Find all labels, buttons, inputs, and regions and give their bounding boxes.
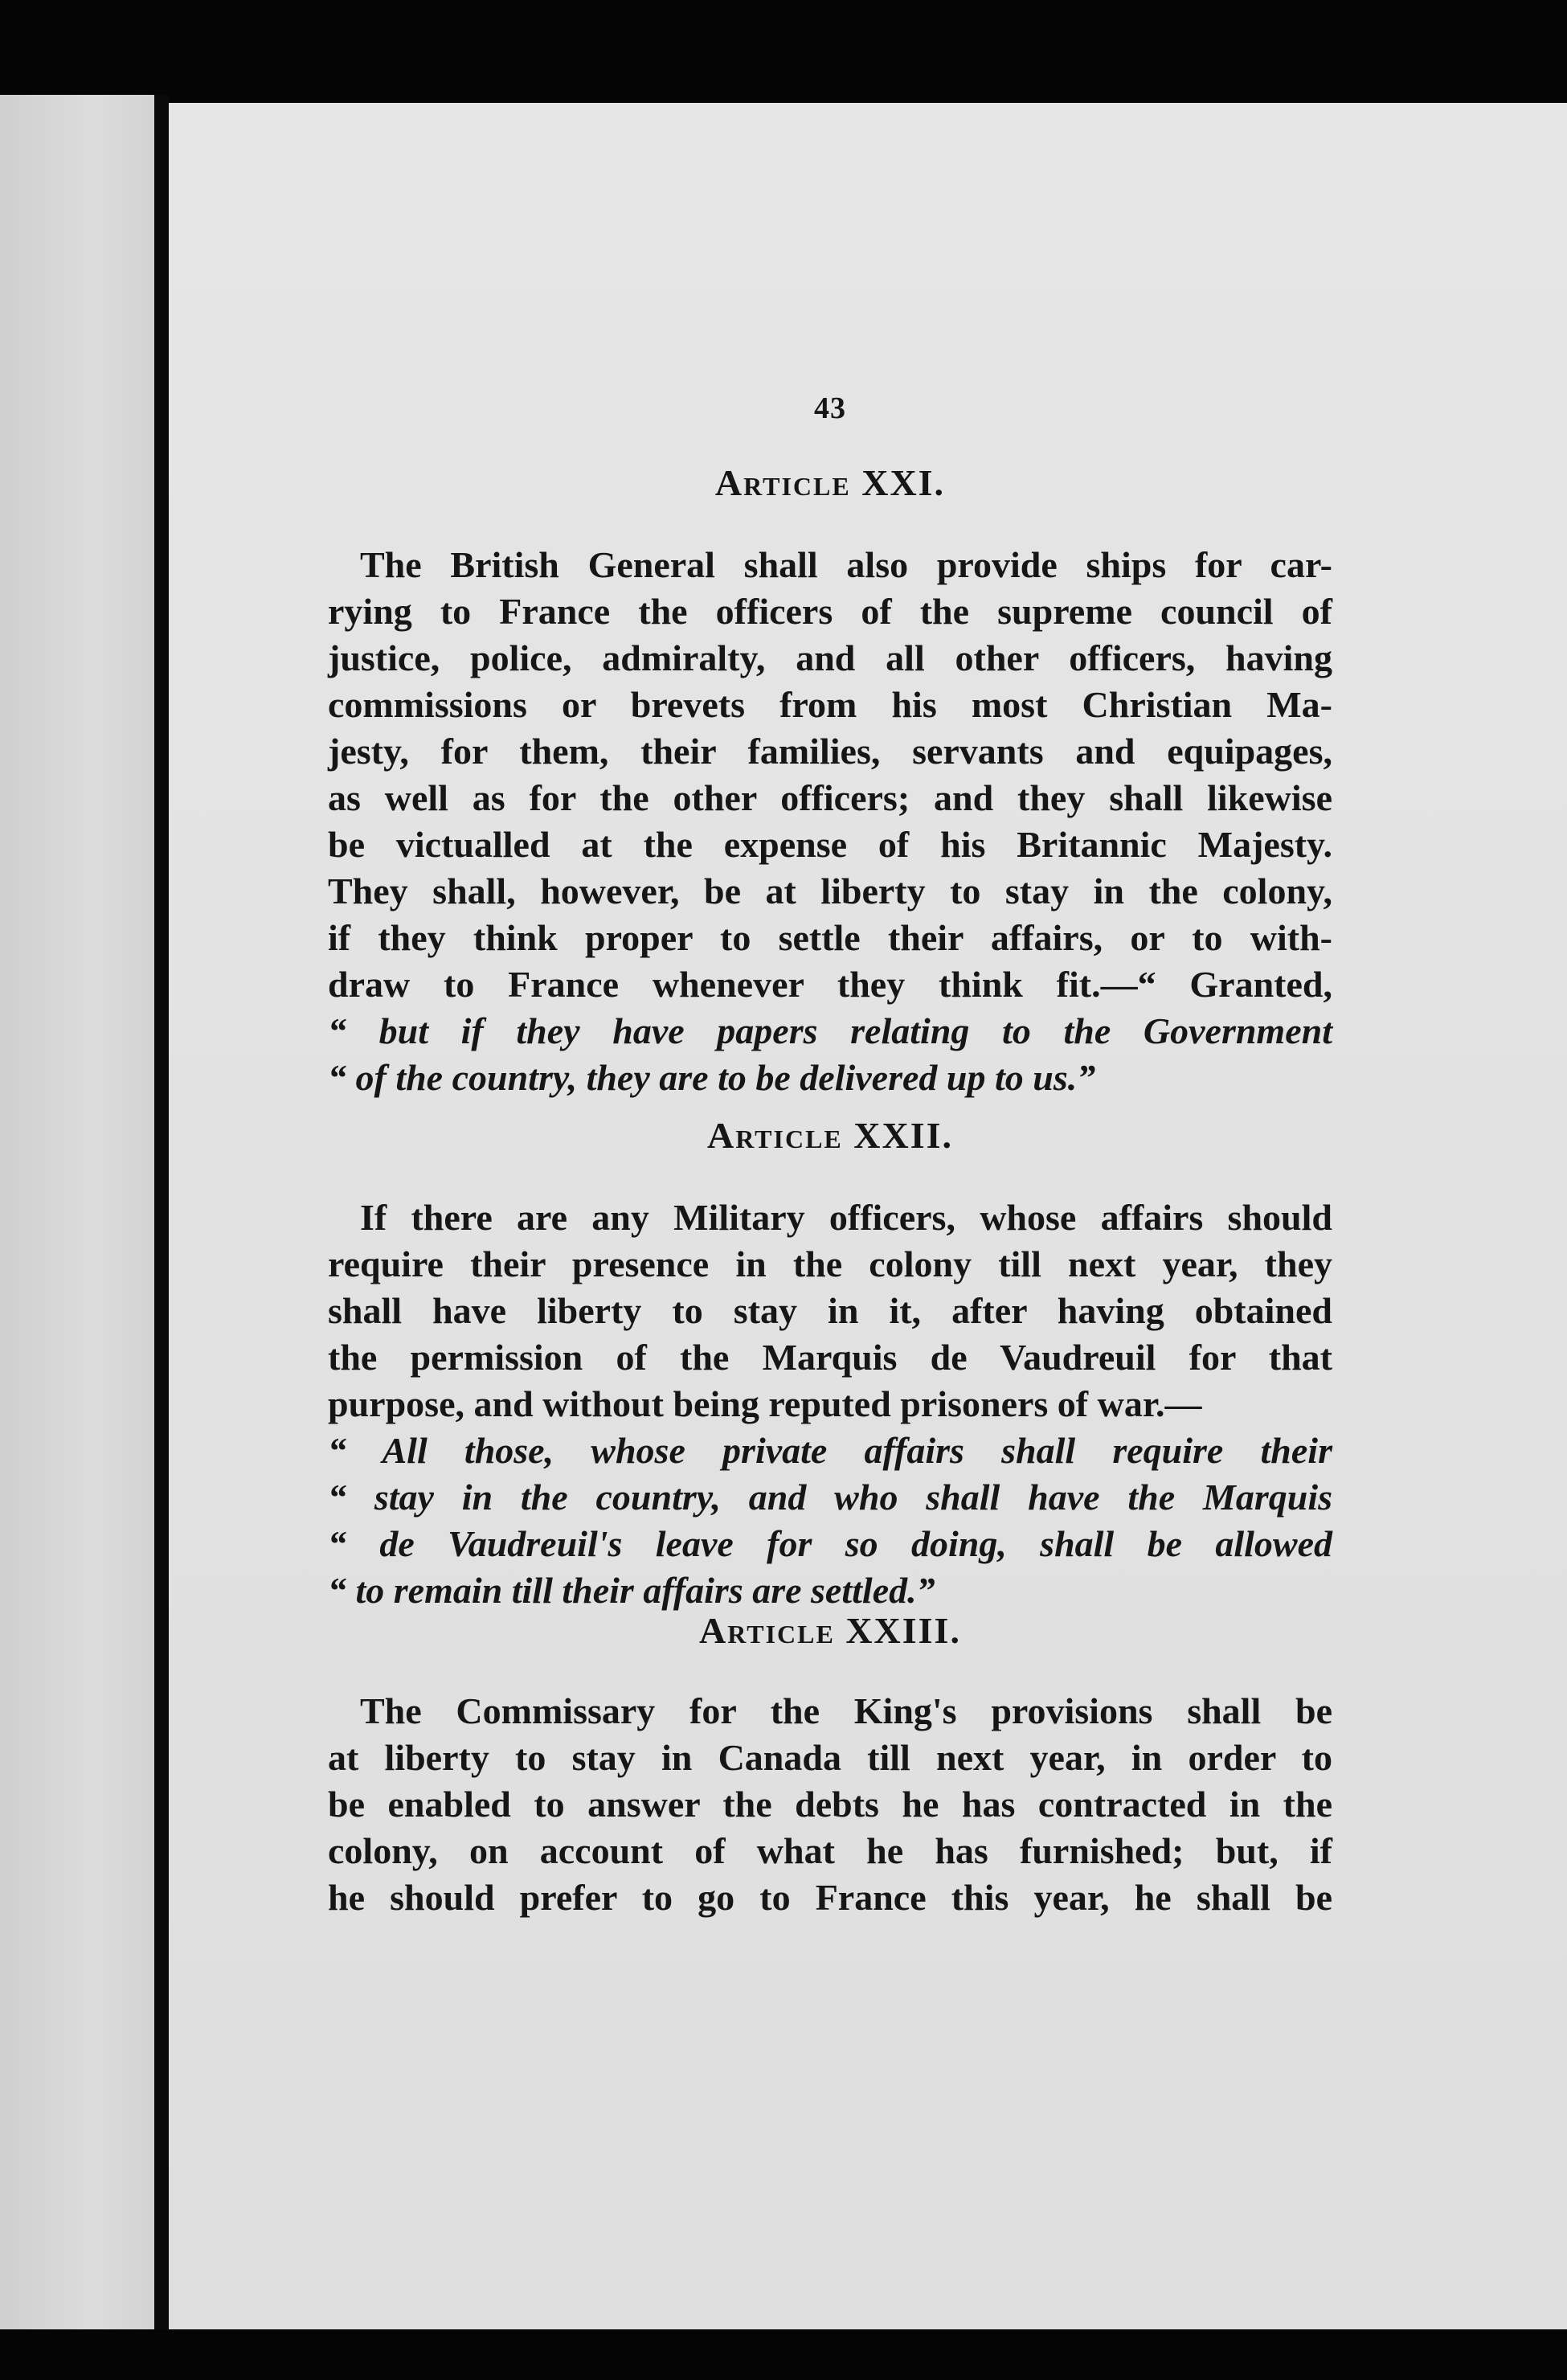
article-23-text xyxy=(328,1688,1332,1921)
text-line: as well as for the other officers; and they shall likewise xyxy=(328,777,1332,818)
text-line: colony, on account of what he has furnished; but, if xyxy=(328,1830,1332,1871)
text-line: draw to France whenever they think fit.—“ Granted, xyxy=(328,964,1332,1005)
text-line: require their presence in the colony till next year, they xyxy=(328,1243,1332,1284)
text-line: rying to France the officers of the supreme council of xyxy=(328,591,1332,632)
text-line: be victualled at the expense of his Britannic Majesty. xyxy=(328,824,1332,865)
text-line: “ All those, whose private affairs shall require their xyxy=(328,1430,1332,1471)
text-line: If there are any Military officers, whose affairs should xyxy=(360,1197,1332,1238)
text-line: justice, police, admiralty, and all other officers, having xyxy=(328,637,1332,678)
text-line: shall have liberty to stay in it, after having obtained xyxy=(328,1290,1332,1331)
page-number: 43 xyxy=(814,391,846,425)
text-line: “ of the country, they are to be delivered up to us.” xyxy=(328,1057,1096,1098)
text-line: “ to remain till their affairs are settled.” xyxy=(328,1570,935,1611)
text-line: “ but if they have papers relating to the Government xyxy=(328,1010,1332,1051)
article-21-text xyxy=(328,542,1332,1101)
text-line: They shall, however, be at liberty to stay in the colony, xyxy=(328,870,1332,911)
text-line: “ stay in the country, and who shall have the Marquis xyxy=(328,1477,1332,1518)
text-line: commissions or brevets from his most Christian Ma- xyxy=(328,684,1332,725)
text-line: the permission of the Marquis de Vaudreuil for that xyxy=(328,1337,1332,1378)
adjacent-page-edge xyxy=(0,95,158,2380)
article-23-heading: Article XXIII. xyxy=(699,1610,961,1651)
text-line: purpose, and without being reputed prisoners of war.— xyxy=(328,1383,1202,1424)
text-line: at liberty to stay in Canada till next year, in order to xyxy=(328,1737,1332,1778)
text-line: jesty, for them, their families, servants and equipages, xyxy=(328,731,1332,772)
book-spine xyxy=(154,95,169,2380)
text-line: “ de Vaudreuil's leave for so doing, shall be allowed xyxy=(328,1523,1332,1564)
text-line: The British General shall also provide ships for car- xyxy=(360,544,1332,585)
page xyxy=(169,103,1567,2329)
text-line: The Commissary for the King's provisions shall be xyxy=(360,1690,1332,1731)
text-line: if they think proper to settle their affairs, or to with- xyxy=(328,917,1332,958)
text-line: be enabled to answer the debts he has contracted in the xyxy=(328,1784,1332,1825)
article-22-heading: Article XXII. xyxy=(706,1115,954,1156)
scan-border-bottom xyxy=(0,2329,1567,2380)
text-line: he should prefer to go to France this year, he shall be xyxy=(328,1877,1332,1918)
article-22-text xyxy=(328,1194,1332,1614)
article-21-heading: Article XXI. xyxy=(714,462,946,503)
